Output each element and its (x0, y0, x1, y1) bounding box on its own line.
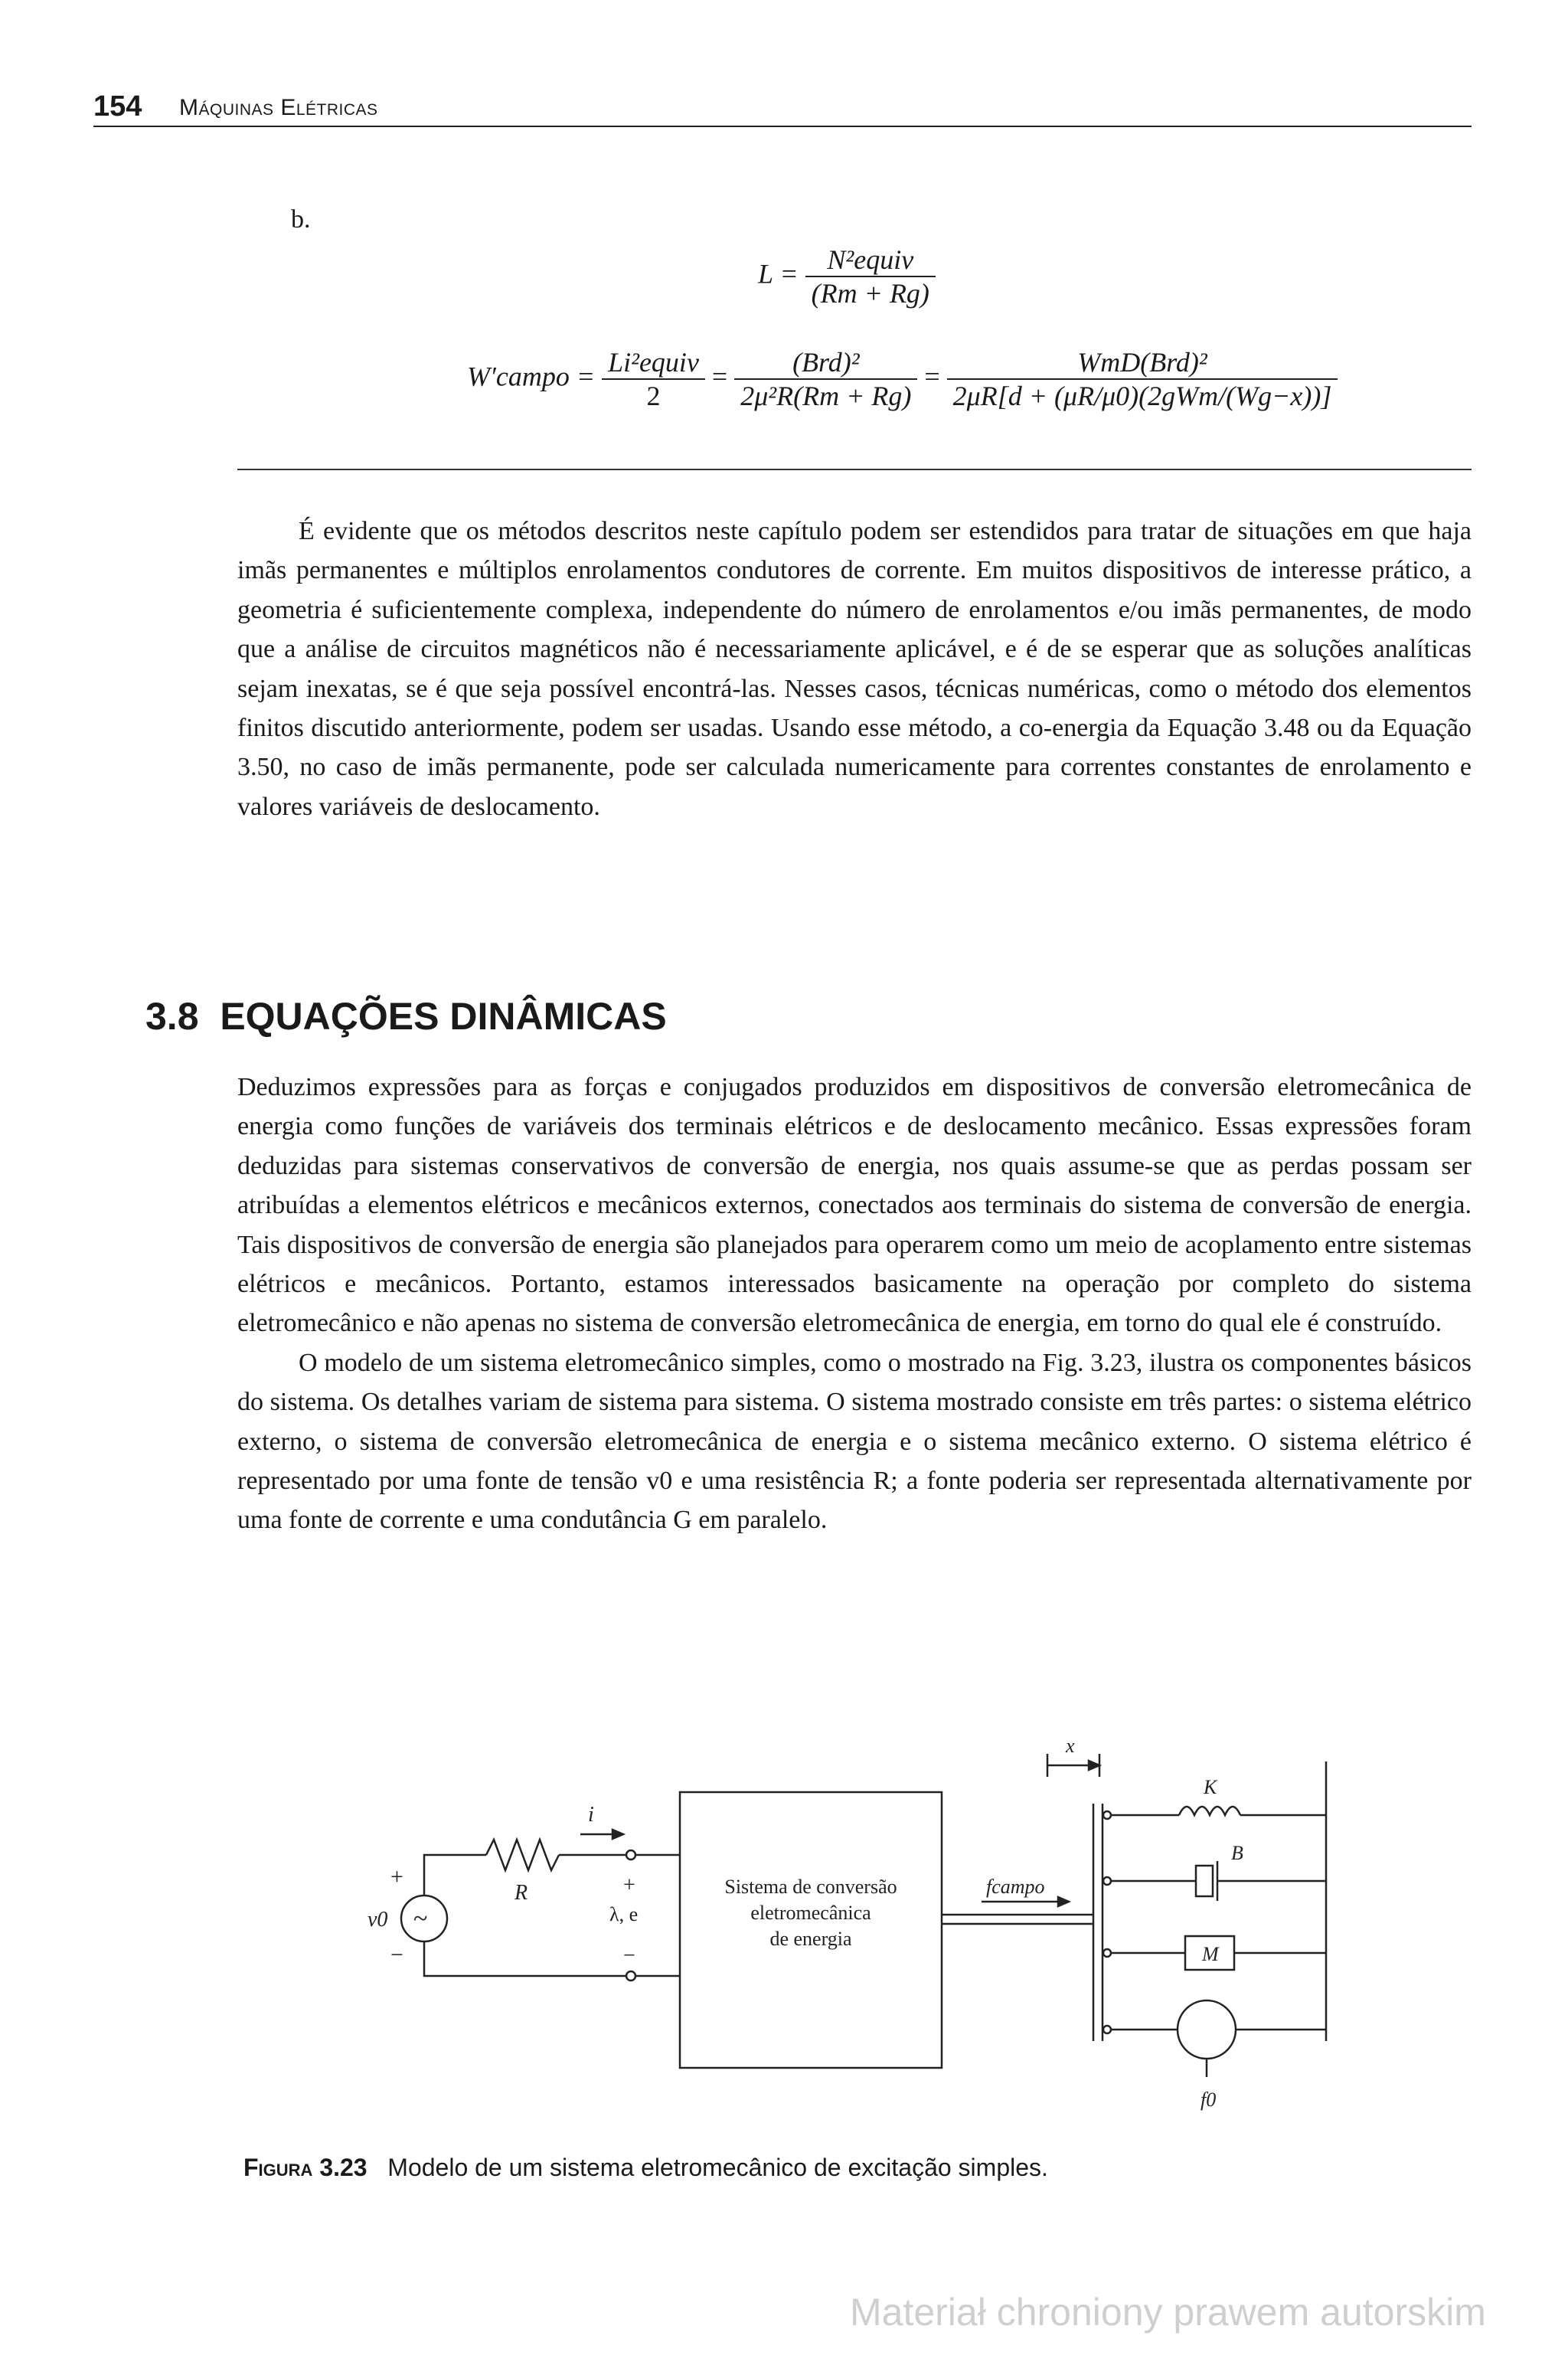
body-paragraph-1 (237, 512, 1472, 826)
force-label: fcampo (986, 1876, 1045, 1898)
item-label: b. (291, 205, 311, 234)
eq2-term1 (602, 346, 705, 412)
figure-caption (243, 2154, 1048, 2182)
spring-icon (1179, 1807, 1240, 1815)
section-number: 3.8 (145, 995, 199, 1038)
running-header (93, 86, 1472, 126)
eq2-term2-numerator: (Brd)² (792, 347, 860, 378)
node-damper (1103, 1877, 1111, 1885)
equation-1 (758, 244, 936, 309)
eq2-term1-numerator: Li²equiv (608, 347, 699, 378)
resistor-icon (486, 1840, 559, 1870)
section-heading (145, 994, 667, 1039)
caption-label: Figura 3.23 (243, 2154, 368, 2181)
terminal-bottom (626, 1971, 635, 1981)
force-source-label: f0 (1200, 2089, 1217, 2111)
damper-icon (1196, 1866, 1213, 1896)
terminal-minus: − (623, 1944, 635, 1968)
source-tilde: ~ (413, 1905, 428, 1933)
spring-label: K (1204, 1776, 1217, 1798)
book-title: Máquinas Elétricas (179, 95, 378, 120)
x-arrowhead (1089, 1761, 1099, 1770)
eq2-lhs: W′campo = (467, 361, 596, 392)
force-source-icon (1178, 2000, 1236, 2059)
node-spring (1103, 1811, 1111, 1819)
eq2-term2-denominator: 2μ²R(Rm + Rg) (734, 378, 917, 412)
node-mass (1103, 1949, 1111, 1957)
node-force-source (1103, 2026, 1111, 2033)
eq1-fraction (805, 244, 936, 309)
terminal-top (626, 1850, 635, 1860)
equation-2: W′campo = $\frac{\text{Li²equiv}}{2}$ = $\frac{\text{(Brd)²}}{\text{2μ²R(Rm + Rg)}}$ = $\frac{\text{WmD(Brd)²}}{\text{2μR[d + (μR/μ0)(2gWm/(Wg−x))]}}$ (467, 346, 1338, 412)
x-label: x (1066, 1735, 1075, 1757)
paragraph-1-text: É evidente que os métodos descritos neste capítulo podem ser estendidos para tratar de situações em que haja imãs permanentes e múltiplos enrolamentos condutores de corrente. Em muitos dispositivos de interesse prático, a geometria é suficientemente complexa, independente do número de enrolamentos e/ou imãs permanentes, de modo que a análise de circuitos magnéticos não é necessariamente aplicável, e é de se esperar que as soluções analíticas sejam inexatas, se é que seja possível encontrá-las. Nesses casos, técnicas numéricas, como o método dos elementos finitos discutido anteriormente, podem ser usadas. Usando esse método, a co-energia da Equação 3.48 ou da Equação 3.50, no caso de imãs permanente, pode ser calculada numericamente para correntes constantes de enrolamento e valores variáveis de deslocamento. (237, 517, 1472, 821)
header-rule (93, 126, 1472, 127)
force-arrowhead (1058, 1897, 1069, 1906)
source-plus: + (390, 1864, 403, 1889)
section-title: EQUAÇÕES DINÂMICAS (220, 995, 667, 1038)
page-number: 154 (93, 90, 142, 123)
eq1-denominator: (Rm + Rg) (805, 276, 936, 309)
wire-bottom (424, 1941, 626, 1976)
mass-label: M (1202, 1943, 1219, 1965)
eq2-term3-denominator: 2μR[d + (μR/μ0)(2gWm/(Wg−x))] (947, 378, 1338, 412)
paragraph-3-text: O modelo de um sistema eletromecânico simples, como o mostrado na Fig. 3.23, ilustra os componentes básicos do sistema. Os detalhes variam de sistema para sistema. O sistema mostrado consiste em três partes: o sistema elétrico externo, o sistema de conversão eletromecânica de energia e o sistema mecânico externo. O sistema elétrico é representado por uma fonte de tensão v0 e uma resistência R; a fonte poderia ser representada alternativamente por uma fonte de corrente e uma condutância G em paralelo. (237, 1348, 1472, 1535)
eq1-numerator: N²equiv (827, 244, 914, 275)
paragraph-2-text: Deduzimos expressões para as forças e conjugados produzidos em dispositivos de conversão eletromecânica de energia como funções de variáveis dos terminais elétricos e de deslocamento mecânico. Essas expressões foram deduzidas para sistemas conservativos de conversão de energia, nos quais assume-se que as perdas possam ser atribuídas a elementos elétricos e mecânicos externos, conectados aos terminais do sistema de conversão de energia. Tais dispositivos de conversão de energia são planejados para operarem como um meio de acoplamento entre sistemas elétricos e mecânicos. Portanto, estamos interessados basicamente na operação por completo do sistema eletromecânico e não apenas no sistema de conversão eletromecânica de energia, em torno do qual ele é construído. (237, 1073, 1472, 1338)
wire-top-left (424, 1855, 486, 1896)
source-minus: − (390, 1942, 403, 1968)
terminal-label: λ, e (609, 1903, 639, 1925)
eq2-term3 (947, 346, 1338, 412)
eq1-lhs: L = (758, 258, 799, 289)
box-line-2: eletromecânica (750, 1902, 871, 1924)
caption-text: Modelo de um sistema eletromecânico de excitação simples. (387, 2154, 1048, 2181)
box-line-1: Sistema de conversão (724, 1876, 897, 1898)
damper-label: B (1231, 1842, 1243, 1864)
current-arrowhead (612, 1830, 623, 1839)
box-line-3: de energia (769, 1928, 852, 1950)
eq2-term1-denominator: 2 (602, 378, 705, 412)
resistor-label: R (514, 1881, 528, 1905)
source-label-v0: v0 (368, 1908, 388, 1932)
current-label: i (588, 1803, 594, 1827)
watermark: Materiał chroniony prawem autorskim (850, 2291, 1486, 2334)
eq2-term3-numerator: WmD(Brd)² (1077, 347, 1207, 378)
body-paragraph-2 (237, 1068, 1472, 1540)
terminal-plus: + (623, 1873, 635, 1897)
figure-electromechanical-model (337, 1723, 1393, 2137)
eq2-term2 (734, 346, 917, 412)
math-end-rule (237, 469, 1472, 470)
